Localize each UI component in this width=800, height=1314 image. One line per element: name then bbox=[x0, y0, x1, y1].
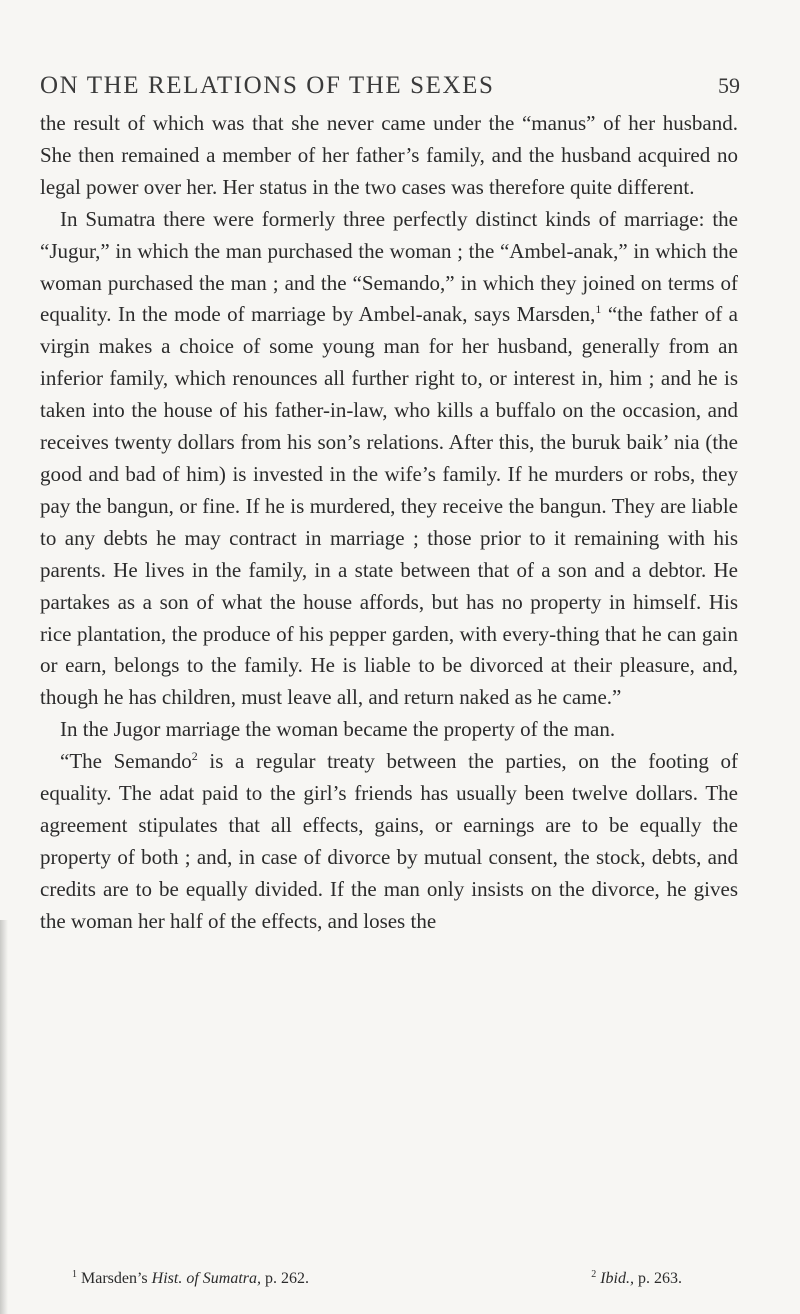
footnote-1 bbox=[72, 1270, 309, 1288]
footnote-title: Hist. of Sumatra, bbox=[151, 1270, 261, 1287]
paragraph bbox=[40, 204, 738, 715]
footnote-text: p. 263. bbox=[634, 1270, 682, 1287]
paragraph bbox=[40, 108, 738, 204]
paragraph-text: In the Jugor marriage the woman became the property of the man. bbox=[60, 717, 616, 742]
paragraph-text: “The Semando bbox=[60, 749, 192, 774]
footnote-mark: 2 bbox=[591, 1269, 597, 1280]
footnotes bbox=[72, 1270, 732, 1288]
footnote-text: Marsden’s bbox=[81, 1270, 152, 1287]
footnote-ref: 2 bbox=[191, 749, 198, 764]
footnote-text: p. 262. bbox=[261, 1270, 309, 1287]
running-head bbox=[40, 72, 740, 108]
paragraph-text: the result of which was that she never came under the “manus” of her husband. She then remained a member of her father’s family, and the husband acquired no legal power over her. Her status in the two cases was therefore quite different. bbox=[40, 111, 738, 199]
paragraph-text: is a regular treaty between the parties, on the footing of equality. The adat paid to the girl’s friends has usually been twelve dollars. The agreement stipulates that all effects, gains, or earnings are to be equally the property of both ; and, in case of divorce by mutual consent, the stock, debts, and credits are to be equally divided. If the man only insists on the divorce, he gives the woman her half of the effects, and loses the bbox=[40, 749, 739, 933]
footnote-mark: 1 bbox=[72, 1269, 77, 1280]
page-number: 59 bbox=[718, 73, 740, 98]
running-title: ON THE RELATIONS OF THE SEXES bbox=[40, 72, 495, 99]
footnote-title: Ibid., bbox=[600, 1270, 634, 1287]
paragraph-text: “the father of a virgin makes a choice of some young man for her husband, generally from an inferior family, which renounces all further right to, or interest in, him ; and he is taken into the house of his father-in-law, who kills a buffalo on the occasion, and receives twenty dollars from his son’s relations. After this, the buruk baik’ nia (the good and bad of him) is invested in the wife’s family. If he murders or robs, they pay the bangun, or fine. If he is murdered, they receive the bangun. They are liable to any debts he may contract in marriage ; those prior to it remaining with his parents. He lives in the family, in a state between that of a son and a debtor. He partakes as a son of what the house affords, but has no property in himself. His rice plantation, the produce of his pepper garden, with every-thing that he can gain or earn, belongs to the family. He is liable to be divorced at their pleasure, and, though he has children, must leave all, and return naked as he came.” bbox=[40, 302, 738, 710]
paragraph-text: In Sumatra there were formerly three perfectly distinct kinds of marriage: the “Jugur,” in which the man purchased the woman ; the “Ambel-anak,” in which the woman purchased the man ; and the “Semando,” in which they joined on terms of equality. In the mode of marriage by Ambel-anak, says Marsden, bbox=[40, 206, 738, 327]
binding-shadow bbox=[0, 920, 8, 1314]
footnote-ref: 1 bbox=[595, 302, 602, 317]
paragraph bbox=[40, 714, 738, 746]
body-text bbox=[40, 108, 738, 938]
paragraph bbox=[40, 746, 738, 937]
footnote-2 bbox=[591, 1270, 682, 1288]
